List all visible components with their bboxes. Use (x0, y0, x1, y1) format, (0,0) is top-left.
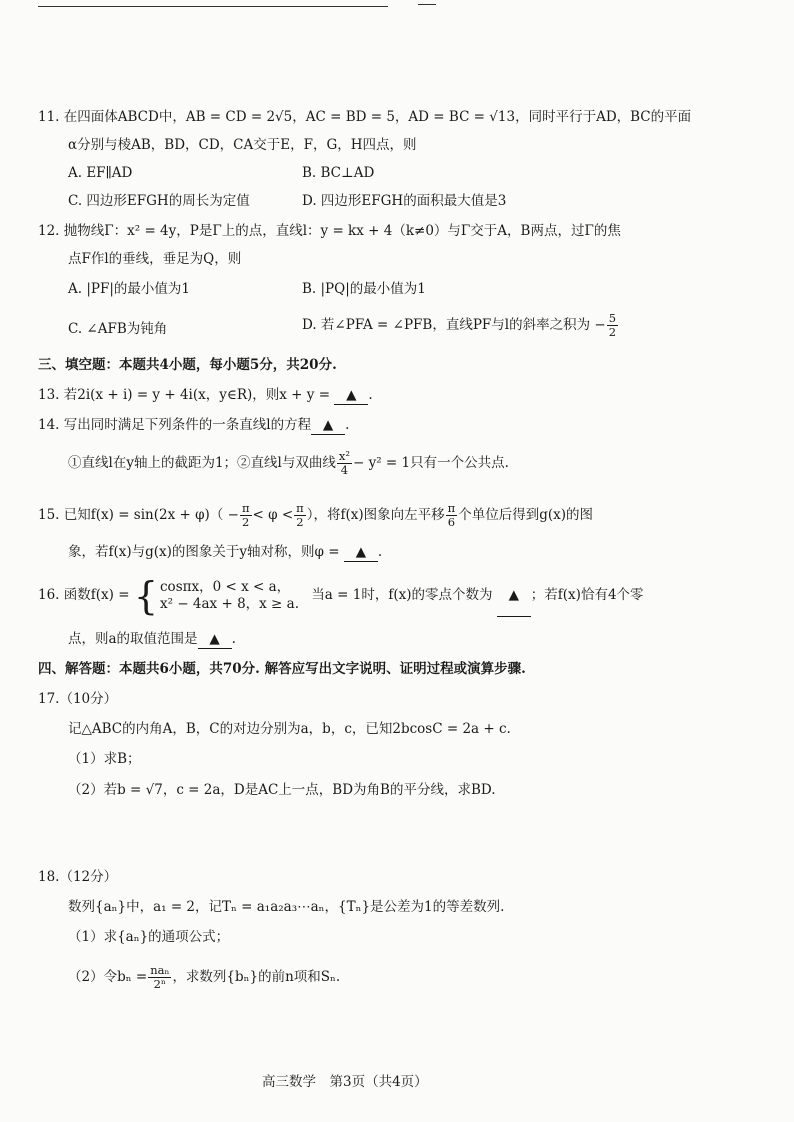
q14-condition-text: ①直线l在y轴上的截距为1；②直线l与双曲线 (68, 455, 336, 471)
q15-frac-pi-2-a (240, 502, 252, 529)
q16-answer-blank-1: ▲ (497, 574, 531, 617)
q18-part-1: （1）求{aₙ}的通项公式； (68, 929, 230, 945)
q18-fraction (148, 964, 171, 991)
q14-answer-blank: ▲ (311, 416, 345, 435)
q15-text-b: < φ < (252, 507, 294, 523)
q18-part-2-text: （2）令bₙ = (68, 969, 148, 985)
fraction-numerator: 5 (608, 311, 617, 325)
q11-stem-line1: 11. 在四面体ABCD中，AB = CD = 2√5，AC = BD = 5，AD = BC = √13，同时平行于AD，BC的平面 (38, 109, 692, 125)
q14-fraction (337, 450, 352, 477)
top-rule-short (418, 4, 436, 5)
q15-text-e: 象，若f(x)与g(x)的图象关于y轴对称，则φ = (68, 544, 340, 560)
fraction-denominator: 2ⁿ (153, 977, 166, 991)
fraction-denominator: 2 (242, 515, 250, 529)
fraction-numerator: x² (338, 449, 350, 463)
q16-line2 (68, 630, 236, 649)
q15-text-c: ），将f(x)图象向左平移 (306, 507, 445, 523)
q14-conditions (68, 450, 509, 477)
q14-end: . (345, 417, 350, 433)
fraction-denominator: 2 (296, 515, 304, 529)
q16-answer-blank-2: ▲ (198, 630, 232, 649)
q17-heading: 17.（10分） (38, 691, 118, 707)
q18-heading: 18.（12分） (38, 869, 118, 885)
q16-end: . (231, 631, 236, 647)
section-4-heading: 四、解答题：本题共6小题，共70分. 解答应写出文字说明、证明过程或演算步骤. (38, 661, 526, 677)
q13-text: 13. 若2i(x + i) = y + 4i(x，y∈R)，则x + y = (38, 387, 331, 403)
q18-stem: 数列{aₙ}中，a₁ = 2，记Tₙ = a₁a₂a₃⋯aₙ，{Tₙ}是公差为1的等差数列. (68, 899, 505, 915)
fraction-denominator: 2 (608, 325, 617, 339)
q11-option-a: A. EF∥AD (68, 165, 133, 181)
q17-part-2: （2）若b = √7，c = 2a，D是AC上一点，BD为角B的平分线，求BD. (68, 782, 496, 798)
q17-part-1: （1）求B； (68, 751, 141, 767)
q15-text-a: 15. 已知f(x) = sin(2x + φ)（ − (38, 507, 239, 523)
q12-stem-line1: 12. 抛物线Γ：x² = 4y，P是Γ上的点，直线l：y = kx + 4（k≠0）与Γ交于A，B两点，过Γ的焦 (38, 223, 621, 239)
piecewise-case-1: cosπx，0 < x < a， (160, 578, 291, 595)
q16-text-d: 点，则a的取值范围是 (68, 631, 198, 647)
fraction-numerator: π (447, 501, 456, 515)
q16-text-b: 当a = 1时，f(x)的零点个数为 (311, 587, 493, 603)
section-3-heading: 三、填空题：本题共4小题，每小题5分，共20分. (38, 357, 337, 373)
q13-answer-blank: ▲ (334, 386, 368, 405)
q15-frac-pi-6 (446, 502, 458, 529)
q14-condition-end: − y² = 1只有一个公共点. (352, 455, 509, 471)
piecewise-brace: { (133, 573, 158, 618)
q12-option-d-fraction (607, 312, 618, 339)
q11-option-d: D. 四边形EFGH的面积最大值是3 (302, 193, 507, 209)
q16-line1 (38, 574, 644, 617)
fraction-denominator: 4 (340, 463, 349, 477)
q15-answer-blank: ▲ (344, 543, 378, 562)
q12-option-a: A. |PF|的最小值为1 (68, 281, 190, 297)
q12-option-d-text: D. 若∠PFA = ∠PFB，直线PF与l的斜率之积为 − (302, 317, 606, 333)
page-footer: 高三数学 第3页（共4页） (262, 1074, 428, 1090)
q16-text-c: ；若f(x)恰有4个零 (530, 587, 644, 603)
fraction-numerator: π (241, 501, 250, 515)
fraction-numerator: naₙ (150, 963, 170, 977)
q11-stem-line2: α分别与棱AB，BD，CD，CA交于E，F，G，H四点，则 (68, 137, 417, 153)
q15-line1 (38, 502, 593, 529)
q14-text: 14. 写出同时满足下列条件的一条直线l的方程 (38, 417, 312, 433)
q18-part-2 (68, 964, 340, 991)
q12-option-c: C. ∠AFB为钝角 (68, 321, 168, 337)
q16-text-a: 16. 函数f(x) = (38, 587, 130, 603)
q15-text-d: 个单位后得到g(x)的图 (458, 507, 593, 523)
piecewise-case-2: x² − 4ax + 8，x ≥ a. (160, 595, 300, 612)
q15-end: . (377, 544, 383, 560)
q12-option-b: B. |PQ|的最小值为1 (302, 281, 426, 297)
piecewise-cases (160, 579, 299, 613)
q17-stem: 记△ABC的内角A，B，C的对边分别为a，b，c，已知2bcosC = 2a + c. (68, 721, 511, 737)
q12-stem-line2: 点F作l的垂线，垂足为Q，则 (68, 251, 242, 267)
q11-option-c: C. 四边形EFGH的周长为定值 (68, 193, 250, 209)
q12-option-d (302, 312, 619, 339)
top-rule (38, 6, 388, 7)
fraction-numerator: π (296, 501, 304, 515)
q15-line2 (68, 543, 382, 562)
q18-part-2-end: ，求数列{bₙ}的前n项和Sₙ. (172, 969, 341, 985)
q11-option-b: B. BC⊥AD (302, 165, 375, 181)
q13 (38, 386, 373, 405)
q15-frac-pi-2-b (294, 502, 306, 529)
q13-end: . (368, 387, 373, 403)
q14 (38, 416, 349, 435)
fraction-denominator: 6 (447, 515, 456, 529)
